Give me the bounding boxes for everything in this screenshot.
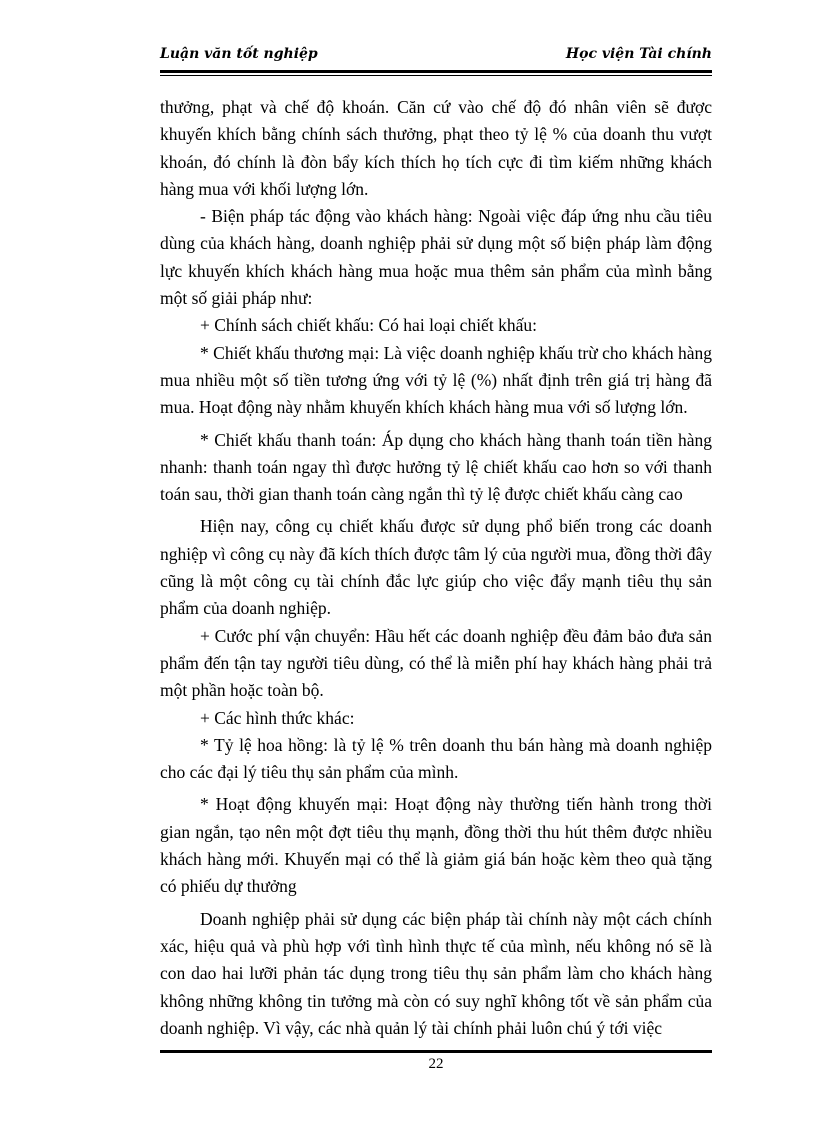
paragraph: Doanh nghiệp phải sử dụng các biện pháp tài chính này một cách chính xác, hiệu quả và phù hợp với tình hình thực tế của mình, nếu không nó sẽ là con dao hai lưỡi phản tác dụng trong tiêu thụ sản phẩm làm cho khách hàng không những không tin tưởng mà còn có suy nghĩ không tốt về sản phẩm của doanh nghiệp. Vì vậy, các nhà quản lý tài chính phải luôn chú ý tới việc bbox=[160, 908, 712, 1038]
paragraph: * Hoạt động khuyến mại: Hoạt động này thường tiến hành trong thời gian ngắn, tạo nên một đợt tiêu thụ mạnh, đồng thời thu hút thêm được nhiều khách hàng mới. Khuyến mại có thể là giảm giá bán hoặc kèm theo quà tặng có phiếu dự thưởng bbox=[160, 794, 712, 897]
header-thesis-title: Luận văn tốt nghiệp bbox=[160, 46, 318, 62]
header-institution: Học viện Tài chính bbox=[565, 46, 712, 62]
paragraph: Hiện nay, công cụ chiết khấu được sử dụng phổ biến trong các doanh nghiệp vì công cụ này đã kích thích được tâm lý của người mua, đồng thời đây cũng là một công cụ tài chính đắc lực giúp cho việc đẩy mạnh tiêu thụ sản phẩm của doanh nghiệp. bbox=[160, 516, 712, 619]
paragraph: + Cước phí vận chuyển: Hầu hết các doanh nghiệp đều đảm bảo đưa sản phẩm đến tận tay người tiêu dùng, có thể là miễn phí hay khách hàng phải trả một phần hoặc toàn bộ. bbox=[160, 625, 712, 701]
paragraph: thưởng, phạt và chế độ khoán. Căn cứ vào chế độ đó nhân viên sẽ được khuyến khích bằng chính sách thưởng, phạt theo tỷ lệ % của doanh thu vượt khoán, đó chính là đòn bẩy kích thích họ tích cực đi tìm kiếm những khách hàng mua với khối lượng lớn. bbox=[160, 97, 712, 199]
header-rule-thick bbox=[160, 70, 712, 73]
paragraph: + Các hình thức khác: bbox=[200, 707, 355, 728]
paragraph: - Biện pháp tác động vào khách hàng: Ngoài việc đáp ứng nhu cầu tiêu dùng của khách hàng, doanh nghiệp phải sử dụng một số biện pháp làm động lực khuyến khích khách hàng mua hoặc mua thêm sản phẩm của mình bằng một số giải pháp như: bbox=[160, 206, 712, 309]
paragraph: * Tỷ lệ hoa hồng: là tỷ lệ % trên doanh thu bán hàng mà doanh nghiệp cho các đại lý tiêu thụ sản phẩm của mình. bbox=[160, 734, 712, 783]
body-text bbox=[160, 94, 712, 1042]
running-header bbox=[160, 46, 712, 72]
paragraph: * Chiết khấu thanh toán: Áp dụng cho khách hàng thanh toán tiền hàng nhanh: thanh toán ngay thì được hưởng tỷ lệ chiết khấu cao hơn so với thanh toán sau, thời gian thanh toán càng ngắn thì tỷ lệ được chiết khấu càng cao bbox=[160, 429, 712, 505]
paragraph: + Chính sách chiết khấu: Có hai loại chiết khấu: bbox=[200, 315, 537, 336]
header-rule-thin bbox=[160, 75, 712, 76]
paragraph: * Chiết khấu thương mại: Là việc doanh nghiệp khấu trừ cho khách hàng mua nhiều một số tiền tương ứng với tỷ lệ (%) nhất định trên giá trị hàng đã mua. Hoạt động này nhằm khuyến khích khách hàng mua với số lượng lớn. bbox=[160, 342, 712, 418]
page-number: 22 bbox=[428, 1056, 444, 1072]
footer-rule bbox=[160, 1050, 712, 1053]
